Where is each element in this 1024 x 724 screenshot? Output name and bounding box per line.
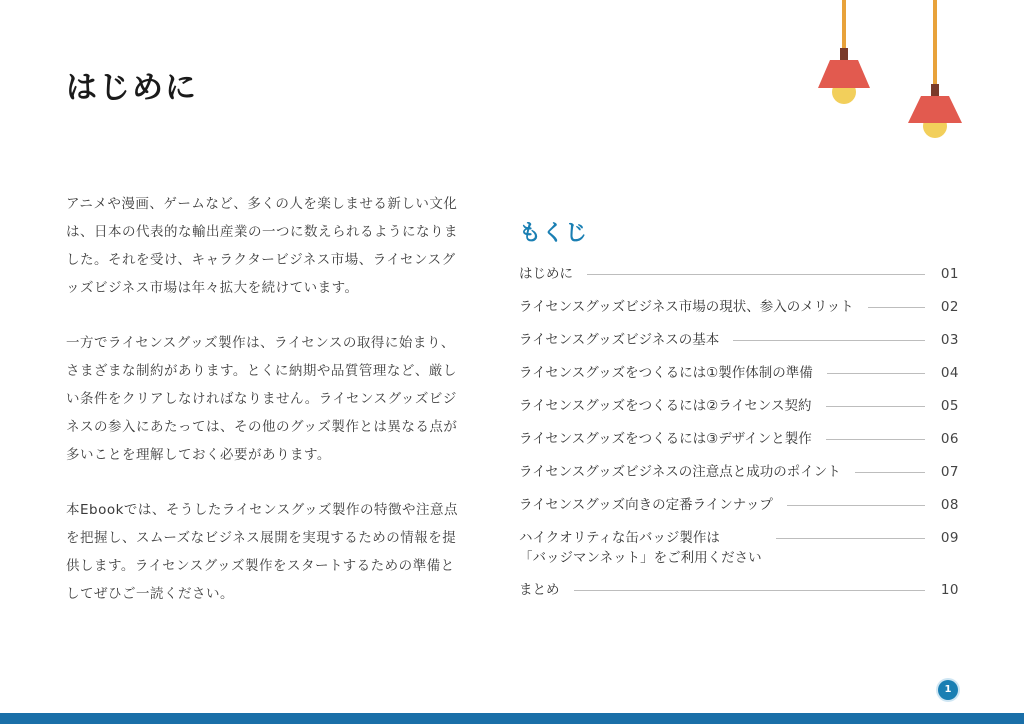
lamps-illustration	[0, 0, 1024, 150]
toc-item[interactable]	[519, 462, 959, 495]
toc-item[interactable]	[519, 363, 959, 396]
intro-text	[66, 190, 461, 635]
toc-item[interactable]	[519, 528, 959, 580]
intro-paragraph: アニメや漫画、ゲームなど、多くの人を楽しませる新しい文化は、日本の代表的な輸出産業の一つに数えられるようになりました。それを受け、キャラクタービジネス市場、ライセンスグッズビジネス市場は年々拡大を続けています。	[66, 196, 458, 296]
toc-item-label-line: ハイクオリティな缶バッジ製作は	[519, 530, 720, 546]
toc-leader-line	[776, 538, 925, 539]
toc-item-number: 05	[940, 398, 959, 414]
toc-item-number: 03	[940, 332, 959, 348]
toc-item[interactable]	[519, 495, 959, 528]
page-title: はじめに	[66, 70, 198, 106]
toc-item[interactable]	[519, 396, 959, 429]
toc-item-label: ライセンスグッズビジネスの注意点と成功のポイント	[519, 464, 841, 480]
toc-item-number: 02	[940, 299, 959, 315]
toc-item-number: 01	[940, 266, 959, 282]
toc-item-number: 06	[940, 431, 959, 447]
toc-leader-line	[827, 373, 925, 374]
toc-item-number: 08	[940, 497, 959, 513]
toc-leader-line	[826, 439, 925, 440]
table-of-contents	[519, 264, 959, 613]
intro-paragraph: 一方でライセンスグッズ製作は、ライセンスの取得に始まり、さまざまな制約があります。とくに納期や品質管理など、厳しい条件をクリアしなければなりません。ライセンスグッズビジネスの参入にあたっては、その他のグッズ製作とは異なる点が多いことを理解しておく必要があります。	[66, 335, 458, 463]
toc-item-label: ライセンスグッズビジネスの基本	[519, 332, 720, 348]
toc-item-label: ライセンスグッズ向きの定番ラインナップ	[519, 497, 773, 513]
toc-leader-line	[826, 406, 926, 407]
toc-item-label: ライセンスグッズをつくるには①製作体制の準備	[519, 365, 813, 381]
toc-item-number: 09	[940, 530, 959, 546]
toc-leader-line	[574, 590, 926, 591]
hanging-lamp-icon	[818, 0, 870, 104]
intro-paragraph: 本Ebookでは、そうしたライセンスグッズ製作の特徴や注意点を把握し、スムーズなビジネス展開を実現するための情報を提供します。ライセンスグッズ製作をスタートするための準備としてぜひご一読ください。	[66, 502, 459, 602]
toc-item[interactable]	[519, 580, 959, 613]
toc-item-number: 04	[940, 365, 959, 381]
toc-leader-line	[868, 307, 925, 308]
toc-item-label: ライセンスグッズビジネス市場の現状、参入のメリット	[519, 299, 854, 315]
toc-leader-line	[855, 472, 925, 473]
toc-leader-line	[787, 505, 925, 506]
toc-heading: もくじ	[519, 221, 589, 246]
toc-item[interactable]	[519, 429, 959, 462]
toc-item-label: はじめに	[519, 266, 573, 282]
toc-leader-line	[733, 340, 925, 341]
toc-item[interactable]	[519, 264, 959, 297]
toc-item-label-line: 「バッジマンネット」をご利用ください	[519, 550, 762, 566]
page-number-badge: 1	[938, 680, 958, 700]
toc-leader-line	[587, 274, 925, 275]
toc-item-number: 10	[940, 582, 959, 598]
toc-item[interactable]	[519, 297, 959, 330]
toc-item[interactable]	[519, 330, 959, 363]
toc-item-label: ライセンスグッズをつくるには③デザインと製作	[519, 431, 812, 447]
toc-item-label	[519, 528, 762, 568]
hanging-lamp-icon	[908, 0, 962, 138]
toc-item-number: 07	[940, 464, 959, 480]
bottom-bar	[0, 713, 1024, 724]
toc-item-label: まとめ	[519, 582, 560, 598]
toc-item-label: ライセンスグッズをつくるには②ライセンス契約	[519, 398, 812, 414]
